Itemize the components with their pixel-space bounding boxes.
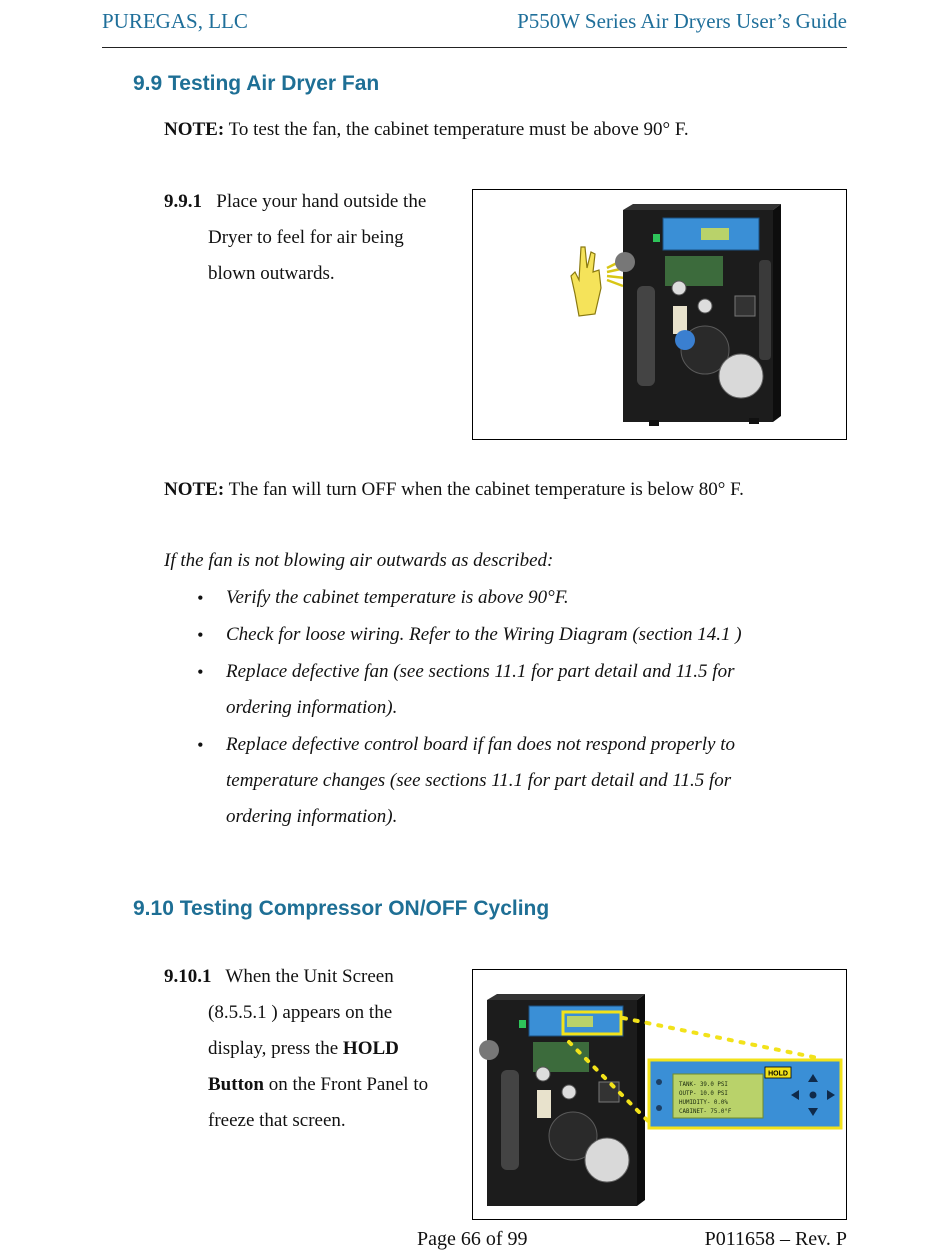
bullet-icon: • — [197, 588, 204, 608]
step-9-9-1 — [164, 184, 426, 292]
section-9-9-title: 9.9 Testing Air Dryer Fan — [133, 72, 380, 95]
step-line-5: freeze that screen. — [208, 1110, 346, 1131]
lcd-line-3: HUMIDITY- 0.0% — [679, 1100, 728, 1106]
button-keyword: Button — [208, 1074, 264, 1095]
dryer-fan-test-figure — [472, 189, 847, 440]
step-line-1: When the Unit Screen — [225, 966, 394, 987]
dryer-fan-illustration — [473, 190, 846, 439]
list-item-text: Check for loose wiring. Refer to the Wiring Diagram (section 14.1 ) — [226, 624, 742, 645]
hold-keyword: HOLD — [342, 1038, 399, 1059]
header-guide-title: P550W Series Air Dryers User’s Guide — [517, 9, 847, 33]
bullet-icon: • — [197, 662, 204, 682]
lcd-line-1: TANK- 39.0 PSI — [679, 1082, 728, 1088]
lcd-line-2: OUTP- 10.0 PSI — [679, 1091, 728, 1097]
header-company: PUREGAS, LLC — [102, 9, 248, 33]
troubleshoot-intro: If the fan is not blowing air outwards as described: — [164, 550, 554, 571]
note-label: NOTE: — [164, 119, 225, 140]
note-label: NOTE: — [164, 479, 225, 500]
step-line-4-text: on the Front Panel to — [263, 1074, 429, 1095]
note-fan-off-80 — [164, 472, 744, 508]
section-9-10-title: 9.10 Testing Compressor ON/OFF Cycling — [133, 897, 550, 920]
step-line-3-text: display, press the — [208, 1038, 343, 1059]
bullet-icon: • — [197, 625, 204, 645]
step-line-3: blown outwards. — [208, 263, 335, 284]
list-item-text: Replace defective control board if fan does not respond properly to — [226, 734, 736, 755]
step-line-1: Place your hand outside the — [216, 191, 427, 212]
dryer-display-illustration — [473, 970, 846, 1219]
step-line-2: Dryer to feel for air being — [208, 227, 404, 248]
list-item — [164, 727, 844, 835]
step-9-10-1 — [164, 959, 428, 1139]
step-line-2: (8.5.5.1 ) appears on the — [208, 1002, 393, 1023]
note-cabinet-temp-90 — [164, 112, 689, 148]
step-number: 9.10.1 — [164, 966, 212, 987]
note-text: The fan will turn OFF when the cabinet temperature is below 80° F. — [224, 479, 744, 500]
list-item — [164, 654, 844, 726]
list-item — [164, 580, 844, 616]
list-item-text: Replace defective fan (see sections 11.1 for part detail and 11.5 for — [226, 661, 735, 682]
footer-page-number: Page 66 of 99 — [417, 1228, 528, 1250]
hold-button-figure — [472, 969, 847, 1220]
list-item-text: Verify the cabinet temperature is above 90°F. — [226, 587, 569, 608]
step-line-3 — [164, 1031, 428, 1067]
note-text: To test the fan, the cabinet temperature must be above 90° F. — [224, 119, 689, 140]
list-item-text: ordering information). — [226, 806, 398, 827]
list-item-text: ordering information). — [226, 697, 398, 718]
header-rule — [102, 47, 847, 48]
lcd-line-4: CABINET- 75.0°F — [679, 1109, 732, 1115]
bullet-icon: • — [197, 735, 204, 755]
troubleshoot-list — [164, 580, 844, 835]
hold-label: HOLD — [768, 1070, 788, 1078]
list-item — [164, 617, 844, 653]
step-line-4 — [164, 1067, 428, 1103]
footer-doc-number: P011658 – Rev. P — [704, 1228, 847, 1250]
list-item-text: temperature changes (see sections 11.1 for part detail and 11.5 for — [226, 770, 732, 791]
step-number: 9.9.1 — [164, 191, 202, 212]
